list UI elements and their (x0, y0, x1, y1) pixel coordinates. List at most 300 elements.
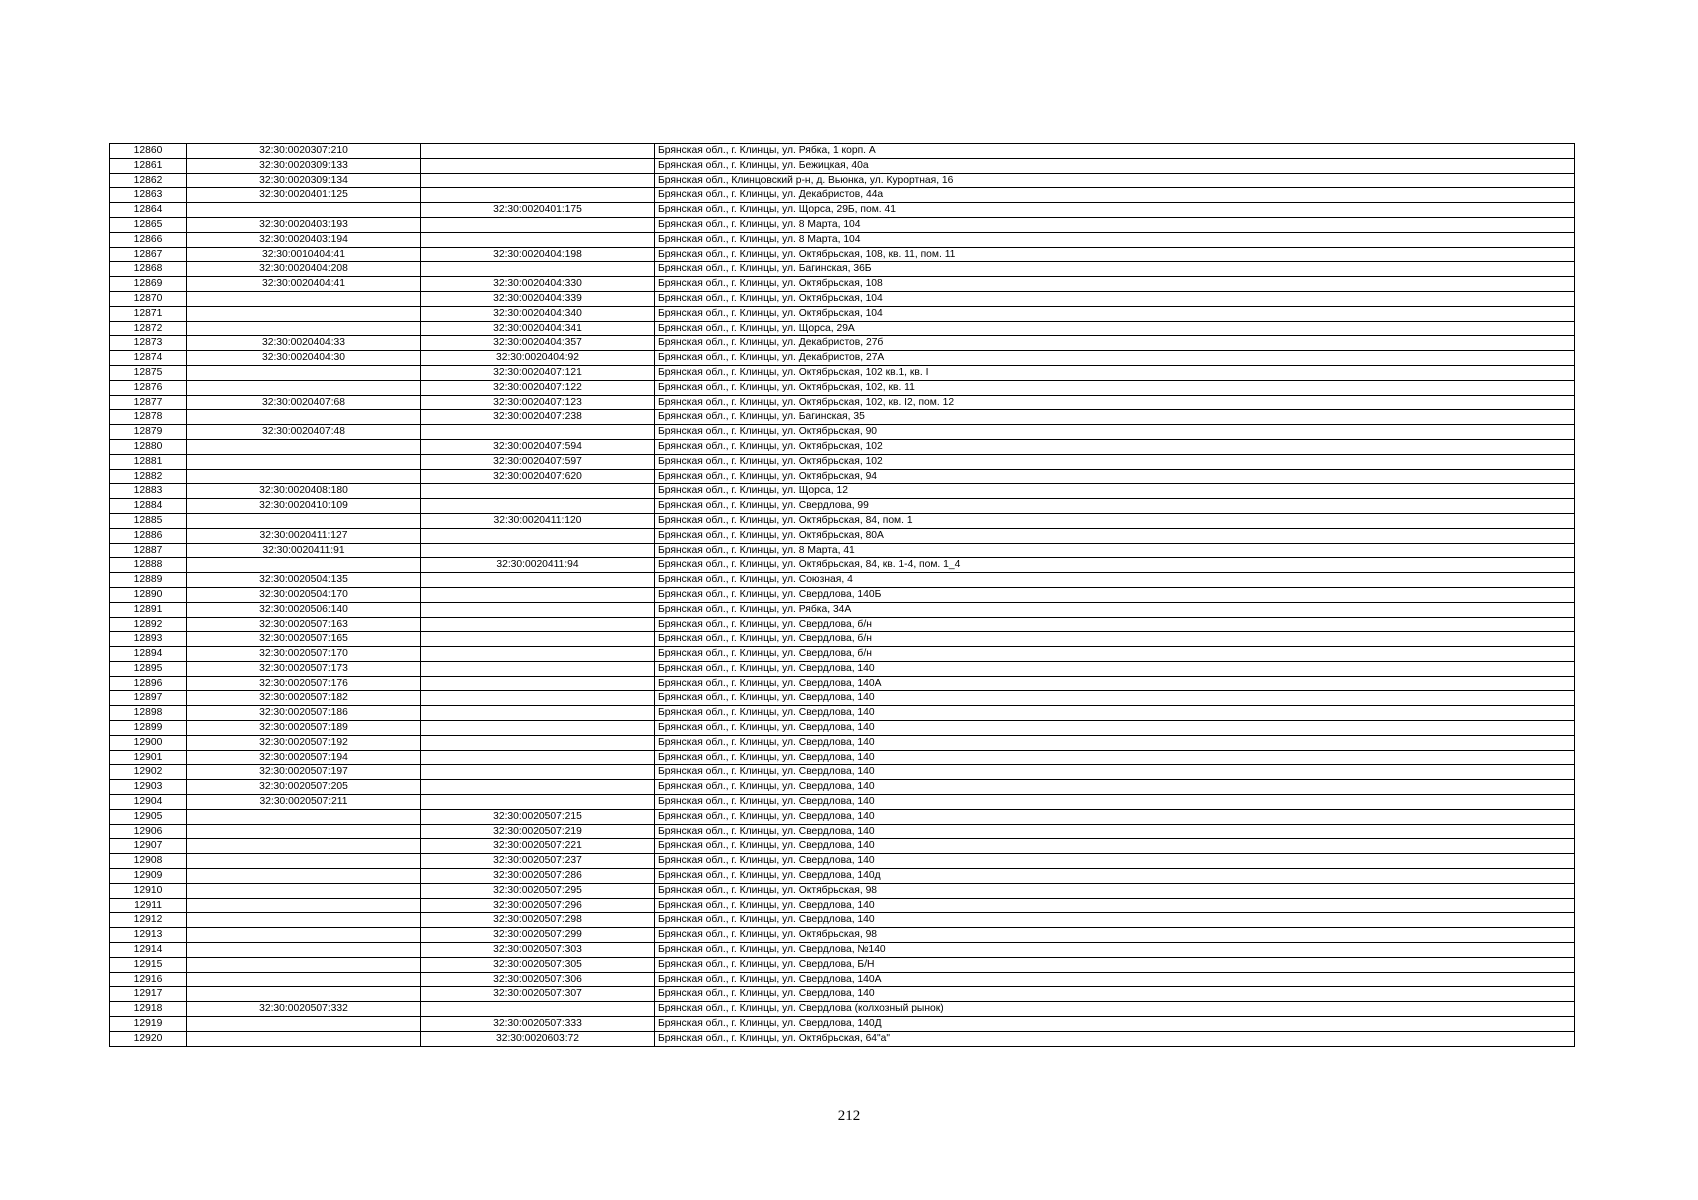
row-number-cell: 12884 (110, 499, 187, 514)
cadastral-number-cell: 32:30:0020507:215 (421, 809, 655, 824)
cadastral-number-cell: 32:30:0020407:48 (187, 425, 421, 440)
cadastral-number-cell (187, 1031, 421, 1046)
table-row (110, 543, 1575, 558)
table-row (110, 721, 1575, 736)
address-cell: Брянская обл., г. Клинцы, ул. Октябрьская, 108 (655, 277, 1575, 292)
row-number-cell: 12913 (110, 928, 187, 943)
table-row (110, 883, 1575, 898)
row-number-cell: 12896 (110, 676, 187, 691)
cadastral-number-cell (421, 158, 655, 173)
row-number-cell: 12868 (110, 262, 187, 277)
cadastral-number-cell: 32:30:0020507:296 (421, 898, 655, 913)
cadastral-number-cell: 32:30:0020507:333 (421, 1017, 655, 1032)
address-cell: Брянская обл., г. Клинцы, ул. Свердлова, Б/Н (655, 957, 1575, 972)
cadastral-number-cell (187, 321, 421, 336)
cadastral-number-cell (187, 824, 421, 839)
cadastral-number-cell (421, 721, 655, 736)
cadastral-number-cell: 32:30:0020507:182 (187, 691, 421, 706)
row-number-cell: 12883 (110, 484, 187, 499)
row-number-cell: 12889 (110, 573, 187, 588)
table-row (110, 158, 1575, 173)
row-number-cell: 12900 (110, 735, 187, 750)
table-row (110, 987, 1575, 1002)
address-cell: Брянская обл., г. Клинцы, ул. 8 Марта, 104 (655, 232, 1575, 247)
table-row (110, 735, 1575, 750)
table-row (110, 188, 1575, 203)
cadastral-number-cell: 32:30:0020404:330 (421, 277, 655, 292)
address-cell: Брянская обл., г. Клинцы, ул. Багинская, 35 (655, 410, 1575, 425)
cadastral-number-cell: 32:30:0020404:357 (421, 336, 655, 351)
address-cell: Брянская обл., г. Клинцы, ул. Свердлова, 140 (655, 898, 1575, 913)
cadastral-number-cell (187, 928, 421, 943)
cadastral-number-cell (421, 647, 655, 662)
address-cell: Брянская обл., г. Клинцы, ул. Союзная, 4 (655, 573, 1575, 588)
table-row (110, 351, 1575, 366)
table-row (110, 869, 1575, 884)
cadastral-number-cell (421, 144, 655, 159)
cadastral-number-cell (187, 943, 421, 958)
cadastral-number-cell: 32:30:0020411:127 (187, 528, 421, 543)
address-cell: Брянская обл., Клинцовский р-н, д. Вьюнка, ул. Курортная, 16 (655, 173, 1575, 188)
row-number-cell: 12911 (110, 898, 187, 913)
row-number-cell: 12874 (110, 351, 187, 366)
cadastral-number-cell: 32:30:0020407:620 (421, 469, 655, 484)
cadastral-number-cell: 32:30:0020411:91 (187, 543, 421, 558)
cadastral-number-cell (421, 484, 655, 499)
cadastral-number-cell: 32:30:0020411:94 (421, 558, 655, 573)
table-row (110, 499, 1575, 514)
row-number-cell: 12892 (110, 617, 187, 632)
row-number-cell: 12895 (110, 661, 187, 676)
address-cell: Брянская обл., г. Клинцы, ул. Октябрьская, 84, пом. 1 (655, 513, 1575, 528)
address-cell: Брянская обл., г. Клинцы, ул. Свердлова (колхозный рынок) (655, 1002, 1575, 1017)
address-cell: Брянская обл., г. Клинцы, ул. Бежицкая, 40а (655, 158, 1575, 173)
cadastral-number-cell (421, 750, 655, 765)
row-number-cell: 12861 (110, 158, 187, 173)
cadastral-number-cell: 32:30:0020404:30 (187, 351, 421, 366)
cadastral-number-cell (187, 883, 421, 898)
cadastral-number-cell: 32:30:0020507:286 (421, 869, 655, 884)
row-number-cell: 12878 (110, 410, 187, 425)
address-cell: Брянская обл., г. Клинцы, ул. Октябрьская, 90 (655, 425, 1575, 440)
cadastral-number-cell: 32:30:0020404:41 (187, 277, 421, 292)
address-cell: Брянская обл., г. Клинцы, ул. Свердлова, 140А (655, 972, 1575, 987)
table-row (110, 1002, 1575, 1017)
table-row (110, 395, 1575, 410)
address-cell: Брянская обл., г. Клинцы, ул. Свердлова, 140 (655, 691, 1575, 706)
cadastral-number-cell: 32:30:0020507:211 (187, 795, 421, 810)
row-number-cell: 12875 (110, 365, 187, 380)
table-row (110, 410, 1575, 425)
cadastral-number-cell (187, 469, 421, 484)
cadastral-number-cell (421, 587, 655, 602)
address-cell: Брянская обл., г. Клинцы, ул. Декабристов, 27б (655, 336, 1575, 351)
cadastral-number-cell: 32:30:0020507:194 (187, 750, 421, 765)
address-cell: Брянская обл., г. Клинцы, ул. Свердлова, 140д (655, 869, 1575, 884)
cadastral-number-cell: 32:30:0020507:307 (421, 987, 655, 1002)
row-number-cell: 12920 (110, 1031, 187, 1046)
row-number-cell: 12912 (110, 913, 187, 928)
cadastral-number-cell (421, 706, 655, 721)
address-cell: Брянская обл., г. Клинцы, ул. Свердлова, 99 (655, 499, 1575, 514)
table-row (110, 957, 1575, 972)
table-row (110, 277, 1575, 292)
table-row (110, 558, 1575, 573)
row-number-cell: 12894 (110, 647, 187, 662)
row-number-cell: 12867 (110, 247, 187, 262)
cadastral-number-cell (187, 558, 421, 573)
cadastral-number-cell (421, 795, 655, 810)
cadastral-number-cell: 32:30:0020404:341 (421, 321, 655, 336)
address-cell: Брянская обл., г. Клинцы, ул. Свердлова, 140 (655, 780, 1575, 795)
table-row (110, 972, 1575, 987)
table-row (110, 336, 1575, 351)
cadastral-number-cell: 32:30:0020507:298 (421, 913, 655, 928)
address-cell: Брянская обл., г. Клинцы, ул. Рябка, 34А (655, 602, 1575, 617)
row-number-cell: 12863 (110, 188, 187, 203)
cadastral-number-cell: 32:30:0020407:597 (421, 454, 655, 469)
cadastral-number-cell (187, 1017, 421, 1032)
cadastral-number-cell: 32:30:0020404:198 (421, 247, 655, 262)
table-row (110, 913, 1575, 928)
cadastral-number-cell (187, 380, 421, 395)
table-row (110, 617, 1575, 632)
address-cell: Брянская обл., г. Клинцы, ул. Октябрьская, 64"а" (655, 1031, 1575, 1046)
table-row (110, 706, 1575, 721)
cadastral-number-cell (187, 513, 421, 528)
cadastral-number-cell: 32:30:0020403:194 (187, 232, 421, 247)
table-row (110, 203, 1575, 218)
table-row (110, 513, 1575, 528)
cadastral-number-cell (421, 232, 655, 247)
cadastral-number-cell: 32:30:0020507:305 (421, 957, 655, 972)
address-cell: Брянская обл., г. Клинцы, ул. Свердлова, 140 (655, 913, 1575, 928)
cadastral-number-cell (421, 661, 655, 676)
table-row (110, 1017, 1575, 1032)
address-cell: Брянская обл., г. Клинцы, ул. Свердлова, 140Б (655, 587, 1575, 602)
cadastral-number-cell (421, 425, 655, 440)
address-cell: Брянская обл., г. Клинцы, ул. Октябрьская, 102 (655, 439, 1575, 454)
cadastral-number-cell: 32:30:0020404:339 (421, 291, 655, 306)
cadastral-number-cell: 32:30:0020307:210 (187, 144, 421, 159)
cadastral-number-cell: 32:30:0020404:340 (421, 306, 655, 321)
row-number-cell: 12917 (110, 987, 187, 1002)
table-row (110, 247, 1575, 262)
address-cell: Брянская обл., г. Клинцы, ул. Октябрьская, 102 (655, 454, 1575, 469)
table-row (110, 321, 1575, 336)
row-number-cell: 12870 (110, 291, 187, 306)
row-number-cell: 12891 (110, 602, 187, 617)
row-number-cell: 12919 (110, 1017, 187, 1032)
table-row (110, 425, 1575, 440)
address-cell: Брянская обл., г. Клинцы, ул. Октябрьская, 104 (655, 306, 1575, 321)
cadastral-number-cell (187, 987, 421, 1002)
cadastral-number-cell (187, 454, 421, 469)
row-number-cell: 12902 (110, 765, 187, 780)
cadastral-number-cell: 32:30:0020309:134 (187, 173, 421, 188)
row-number-cell: 12910 (110, 883, 187, 898)
cadastral-number-cell (187, 809, 421, 824)
row-number-cell: 12865 (110, 217, 187, 232)
cadastral-number-cell: 32:30:0020507:332 (187, 1002, 421, 1017)
address-cell: Брянская обл., г. Клинцы, ул. 8 Марта, 104 (655, 217, 1575, 232)
cadastral-number-cell (187, 854, 421, 869)
address-cell: Брянская обл., г. Клинцы, ул. Октябрьская, 94 (655, 469, 1575, 484)
cadastral-number-cell: 32:30:0020404:33 (187, 336, 421, 351)
cadastral-number-cell (421, 735, 655, 750)
cadastral-number-cell: 32:30:0020507:219 (421, 824, 655, 839)
cadastral-number-cell: 32:30:0020411:120 (421, 513, 655, 528)
cadastral-number-cell: 32:30:0020504:135 (187, 573, 421, 588)
table-row (110, 824, 1575, 839)
address-cell: Брянская обл., г. Клинцы, ул. Свердлова, 140 (655, 721, 1575, 736)
row-number-cell: 12906 (110, 824, 187, 839)
table-row (110, 469, 1575, 484)
row-number-cell: 12905 (110, 809, 187, 824)
row-number-cell: 12899 (110, 721, 187, 736)
address-cell: Брянская обл., г. Клинцы, ул. Октябрьская, 98 (655, 883, 1575, 898)
address-cell: Брянская обл., г. Клинцы, ул. Свердлова, 140Д (655, 1017, 1575, 1032)
row-number-cell: 12888 (110, 558, 187, 573)
table-row (110, 809, 1575, 824)
table-row (110, 943, 1575, 958)
address-cell: Брянская обл., г. Клинцы, ул. Октябрьская, 102 кв.1, кв. I (655, 365, 1575, 380)
address-cell: Брянская обл., г. Клинцы, ул. Декабристов, 44а (655, 188, 1575, 203)
row-number-cell: 12890 (110, 587, 187, 602)
cadastral-number-cell: 32:30:0020507:237 (421, 854, 655, 869)
address-cell: Брянская обл., г. Клинцы, ул. Октябрьская, 108, кв. 11, пом. 11 (655, 247, 1575, 262)
cadastral-number-cell (187, 972, 421, 987)
row-number-cell: 12893 (110, 632, 187, 647)
address-cell: Брянская обл., г. Клинцы, ул. Щорса, 12 (655, 484, 1575, 499)
row-number-cell: 12872 (110, 321, 187, 336)
table-row (110, 587, 1575, 602)
table-row (110, 217, 1575, 232)
row-number-cell: 12879 (110, 425, 187, 440)
row-number-cell: 12882 (110, 469, 187, 484)
address-cell: Брянская обл., г. Клинцы, ул. Свердлова, 140 (655, 809, 1575, 824)
address-cell: Брянская обл., г. Клинцы, ул. Свердлова, 140 (655, 987, 1575, 1002)
cadastral-number-cell (187, 957, 421, 972)
address-cell: Брянская обл., г. Клинцы, ул. Свердлова, б/н (655, 617, 1575, 632)
cadastral-number-cell (187, 913, 421, 928)
row-number-cell: 12885 (110, 513, 187, 528)
registry-table (109, 143, 1575, 1047)
address-cell: Брянская обл., г. Клинцы, ул. Щорса, 29А (655, 321, 1575, 336)
table-row (110, 454, 1575, 469)
address-cell: Брянская обл., г. Клинцы, ул. Свердлова, 140 (655, 765, 1575, 780)
table-row (110, 528, 1575, 543)
cadastral-number-cell: 32:30:0020507:299 (421, 928, 655, 943)
table-row (110, 632, 1575, 647)
cadastral-number-cell (187, 365, 421, 380)
address-cell: Брянская обл., г. Клинцы, ул. Щорса, 29Б, пом. 41 (655, 203, 1575, 218)
row-number-cell: 12907 (110, 839, 187, 854)
address-cell: Брянская обл., г. Клинцы, ул. Декабристов, 27А (655, 351, 1575, 366)
table-row (110, 262, 1575, 277)
row-number-cell: 12881 (110, 454, 187, 469)
table-row (110, 765, 1575, 780)
cadastral-number-cell: 32:30:0020603:72 (421, 1031, 655, 1046)
cadastral-number-cell: 32:30:0020401:175 (421, 203, 655, 218)
address-cell: Брянская обл., г. Клинцы, ул. Свердлова, 140 (655, 824, 1575, 839)
cadastral-number-cell: 32:30:0020410:109 (187, 499, 421, 514)
cadastral-number-cell: 32:30:0020507:165 (187, 632, 421, 647)
table-row (110, 484, 1575, 499)
row-number-cell: 12886 (110, 528, 187, 543)
table-row (110, 232, 1575, 247)
cadastral-number-cell (187, 439, 421, 454)
cadastral-number-cell (421, 780, 655, 795)
cadastral-number-cell (187, 410, 421, 425)
cadastral-number-cell: 32:30:0020507:205 (187, 780, 421, 795)
cadastral-number-cell: 32:30:0020309:133 (187, 158, 421, 173)
table-row (110, 380, 1575, 395)
cadastral-number-cell (421, 173, 655, 188)
cadastral-number-cell (187, 898, 421, 913)
cadastral-number-cell (421, 765, 655, 780)
row-number-cell: 12901 (110, 750, 187, 765)
cadastral-number-cell: 32:30:0020507:306 (421, 972, 655, 987)
row-number-cell: 12871 (110, 306, 187, 321)
address-cell: Брянская обл., г. Клинцы, ул. 8 Марта, 41 (655, 543, 1575, 558)
cadastral-number-cell (187, 306, 421, 321)
row-number-cell: 12904 (110, 795, 187, 810)
address-cell: Брянская обл., г. Клинцы, ул. Свердлова, 140 (655, 839, 1575, 854)
table-row (110, 439, 1575, 454)
row-number-cell: 12880 (110, 439, 187, 454)
table-row (110, 839, 1575, 854)
cadastral-number-cell: 32:30:0020407:121 (421, 365, 655, 380)
cadastral-number-cell: 32:30:0020407:122 (421, 380, 655, 395)
table-row (110, 898, 1575, 913)
table-row (110, 1031, 1575, 1046)
cadastral-number-cell: 32:30:0020404:208 (187, 262, 421, 277)
cadastral-number-cell: 32:30:0020507:176 (187, 676, 421, 691)
row-number-cell: 12873 (110, 336, 187, 351)
cadastral-number-cell (421, 217, 655, 232)
table-row (110, 573, 1575, 588)
row-number-cell: 12862 (110, 173, 187, 188)
row-number-cell: 12908 (110, 854, 187, 869)
cadastral-number-cell (187, 291, 421, 306)
row-number-cell: 12864 (110, 203, 187, 218)
cadastral-number-cell: 32:30:0020408:180 (187, 484, 421, 499)
cadastral-number-cell (421, 676, 655, 691)
cadastral-number-cell (421, 691, 655, 706)
table-row (110, 750, 1575, 765)
page-number: 212 (837, 1108, 861, 1124)
cadastral-number-cell (421, 632, 655, 647)
cadastral-number-cell: 32:30:0020507:186 (187, 706, 421, 721)
table-row (110, 928, 1575, 943)
cadastral-number-cell: 32:30:0020507:295 (421, 883, 655, 898)
cadastral-number-cell (421, 573, 655, 588)
table-row (110, 291, 1575, 306)
cadastral-number-cell: 32:30:0020403:193 (187, 217, 421, 232)
cadastral-number-cell: 32:30:0020404:92 (421, 351, 655, 366)
cadastral-number-cell: 32:30:0020507:303 (421, 943, 655, 958)
table-row (110, 780, 1575, 795)
cadastral-number-cell: 32:30:0020407:594 (421, 439, 655, 454)
address-cell: Брянская обл., г. Клинцы, ул. Свердлова, б/н (655, 632, 1575, 647)
cadastral-number-cell: 32:30:0020407:238 (421, 410, 655, 425)
row-number-cell: 12869 (110, 277, 187, 292)
table-row (110, 661, 1575, 676)
cadastral-number-cell (421, 188, 655, 203)
cadastral-number-cell: 32:30:0020506:140 (187, 602, 421, 617)
address-cell: Брянская обл., г. Клинцы, ул. Октябрьская, 102, кв. 11 (655, 380, 1575, 395)
address-cell: Брянская обл., г. Клинцы, ул. Свердлова, 140 (655, 735, 1575, 750)
cadastral-number-cell (187, 203, 421, 218)
cadastral-number-cell: 32:30:0020401:125 (187, 188, 421, 203)
cadastral-number-cell: 32:30:0020507:173 (187, 661, 421, 676)
table-row (110, 365, 1575, 380)
cadastral-number-cell: 32:30:0020507:163 (187, 617, 421, 632)
cadastral-number-cell: 32:30:0020507:189 (187, 721, 421, 736)
table-row (110, 795, 1575, 810)
address-cell: Брянская обл., г. Клинцы, ул. Свердлова, 140 (655, 661, 1575, 676)
row-number-cell: 12866 (110, 232, 187, 247)
cadastral-number-cell: 32:30:0020507:221 (421, 839, 655, 854)
table-row (110, 854, 1575, 869)
row-number-cell: 12887 (110, 543, 187, 558)
address-cell: Брянская обл., г. Клинцы, ул. Октябрьская, 102, кв. I2, пом. 12 (655, 395, 1575, 410)
address-cell: Брянская обл., г. Клинцы, ул. Свердлова, б/н (655, 647, 1575, 662)
cadastral-number-cell (421, 602, 655, 617)
address-cell: Брянская обл., г. Клинцы, ул. Рябка, 1 корп. А (655, 144, 1575, 159)
table-row (110, 306, 1575, 321)
table-row (110, 144, 1575, 159)
row-number-cell: 12909 (110, 869, 187, 884)
address-cell: Брянская обл., г. Клинцы, ул. Свердлова, 140 (655, 706, 1575, 721)
address-cell: Брянская обл., г. Клинцы, ул. Багинская, 36Б (655, 262, 1575, 277)
cadastral-number-cell (187, 869, 421, 884)
address-cell: Брянская обл., г. Клинцы, ул. Свердлова, 140 (655, 795, 1575, 810)
cadastral-number-cell: 32:30:0020407:68 (187, 395, 421, 410)
address-cell: Брянская обл., г. Клинцы, ул. Свердлова, 140А (655, 676, 1575, 691)
row-number-cell: 12903 (110, 780, 187, 795)
table-row (110, 676, 1575, 691)
cadastral-number-cell (421, 1002, 655, 1017)
row-number-cell: 12860 (110, 144, 187, 159)
address-cell: Брянская обл., г. Клинцы, ул. Октябрьская, 84, кв. 1-4, пом. 1_4 (655, 558, 1575, 573)
address-cell: Брянская обл., г. Клинцы, ул. Октябрьская, 98 (655, 928, 1575, 943)
cadastral-number-cell (421, 262, 655, 277)
row-number-cell: 12916 (110, 972, 187, 987)
table-row (110, 173, 1575, 188)
cadastral-number-cell (421, 617, 655, 632)
cadastral-number-cell (421, 499, 655, 514)
cadastral-number-cell: 32:30:0020504:170 (187, 587, 421, 602)
address-cell: Брянская обл., г. Клинцы, ул. Свердлова, №140 (655, 943, 1575, 958)
row-number-cell: 12915 (110, 957, 187, 972)
row-number-cell: 12918 (110, 1002, 187, 1017)
cadastral-number-cell: 32:30:0010404:41 (187, 247, 421, 262)
address-cell: Брянская обл., г. Клинцы, ул. Свердлова, 140 (655, 854, 1575, 869)
registry-table-body (110, 144, 1575, 1047)
address-cell: Брянская обл., г. Клинцы, ул. Октябрьская, 104 (655, 291, 1575, 306)
table-row (110, 602, 1575, 617)
address-cell: Брянская обл., г. Клинцы, ул. Октябрьская, 80А (655, 528, 1575, 543)
row-number-cell: 12876 (110, 380, 187, 395)
row-number-cell: 12897 (110, 691, 187, 706)
cadastral-number-cell: 32:30:0020507:192 (187, 735, 421, 750)
row-number-cell: 12898 (110, 706, 187, 721)
cadastral-number-cell: 32:30:0020507:170 (187, 647, 421, 662)
cadastral-number-cell: 32:30:0020507:197 (187, 765, 421, 780)
table-row (110, 647, 1575, 662)
